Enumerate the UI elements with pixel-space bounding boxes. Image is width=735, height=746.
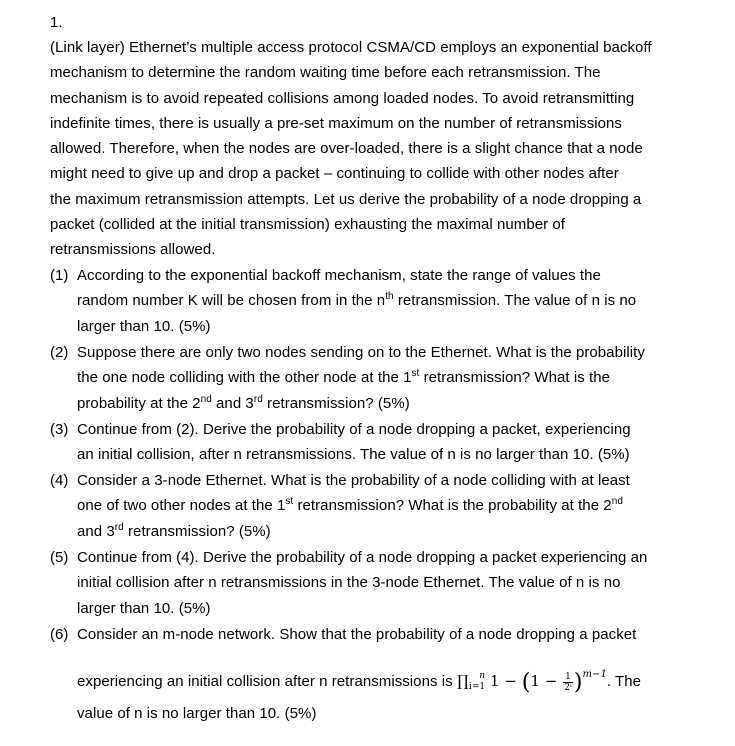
item-2-line-3: probability at the 2nd and 3rd retransmission? (5%) — [77, 394, 410, 412]
item-1-line-2: random number K will be chosen from in the $n^{th}$ retransmission. The value of n is no — [77, 291, 637, 309]
item-6-line-1: Consider an m-node network. Show that the probability of a node dropping a packet — [77, 626, 637, 643]
item-1-line-3: larger than 10. (5%) — [77, 318, 211, 335]
item-3-number: (3) — [50, 421, 69, 438]
question-number: 1. — [50, 14, 63, 31]
item-5-number: (5) — [50, 549, 69, 566]
intro-line-8: packet (collided at the initial transmission) exhausting the maximal number of — [50, 216, 565, 233]
item-2-number: (2) — [50, 344, 69, 361]
intro-line-6: might need to give up and drop a packet – continuing to collide with other nodes after — [50, 165, 619, 182]
intro-line-9: retransmissions allowed. — [50, 241, 216, 258]
item-3-line-1: Continue from (2). Derive the probability of a node dropping a packet, experiencing — [77, 421, 631, 438]
item-2-line-1: Suppose there are only two nodes sending on to the Ethernet. What is the probability — [77, 344, 645, 361]
item-4-line-3: and 3rd retransmission? (5%) — [77, 522, 271, 540]
intro-line-7: the maximum retransmission attempts. Let us derive the probability of a node dropping a — [50, 191, 642, 208]
item-6-line-2: experiencing an initial collision after n retransmissions is $\prod_{i=1}^n$ 1 − (1 − $\frac{1}{\text{2ⁱ}}$ )$^{m-1}$. The — [77, 669, 642, 695]
probability-formula: $\prod_{i=1}^n$ 1 − (1 − $\frac{1}{\text{2ⁱ}}$ )$^{m-1}$ — [456, 669, 607, 695]
intro-line-2: mechanism to determine the random waiting time before each retransmission. The — [50, 64, 601, 81]
item-5-line-3: larger than 10. (5%) — [77, 600, 211, 617]
intro-line-1: (Link layer) Ethernet’s multiple access protocol CSMA/CD employs an exponential backoff — [50, 39, 652, 56]
item-1-line-1: According to the exponential backoff mechanism, state the range of values the — [77, 267, 601, 284]
item-5-line-1: Continue from (4). Derive the probability of a node dropping a packet experiencing an — [77, 549, 648, 566]
item-3-line-2: an initial collision, after n retransmissions. The value of n is no larger than 10. (5%) — [77, 446, 630, 463]
item-6-number: (6) — [50, 626, 69, 643]
item-2-line-2: the one node colliding with the other node at the 1st retransmission? What is the — [77, 368, 610, 386]
item-6-line-3: value of n is no larger than 10. (5%) — [77, 705, 317, 722]
item-1-number: (1) — [50, 267, 69, 284]
item-4-number: (4) — [50, 472, 69, 489]
item-4-line-2: one of two other nodes at the 1st retransmission? What is the probability at the 2nd — [77, 496, 623, 514]
intro-line-3: mechanism is to avoid repeated collisions among loaded nodes. To avoid retransmitting — [50, 90, 635, 107]
intro-line-4: indefinite times, there is usually a pre-set maximum on the number of retransmissions — [50, 115, 622, 132]
item-4-line-1: Consider a 3-node Ethernet. What is the probability of a node colliding with at least — [77, 472, 630, 489]
item-5-line-2: initial collision after n retransmissions in the 3-node Ethernet. The value of n is no — [77, 574, 621, 591]
intro-line-5: allowed. Therefore, when the nodes are over-loaded, there is a slight chance that a node — [50, 140, 643, 157]
